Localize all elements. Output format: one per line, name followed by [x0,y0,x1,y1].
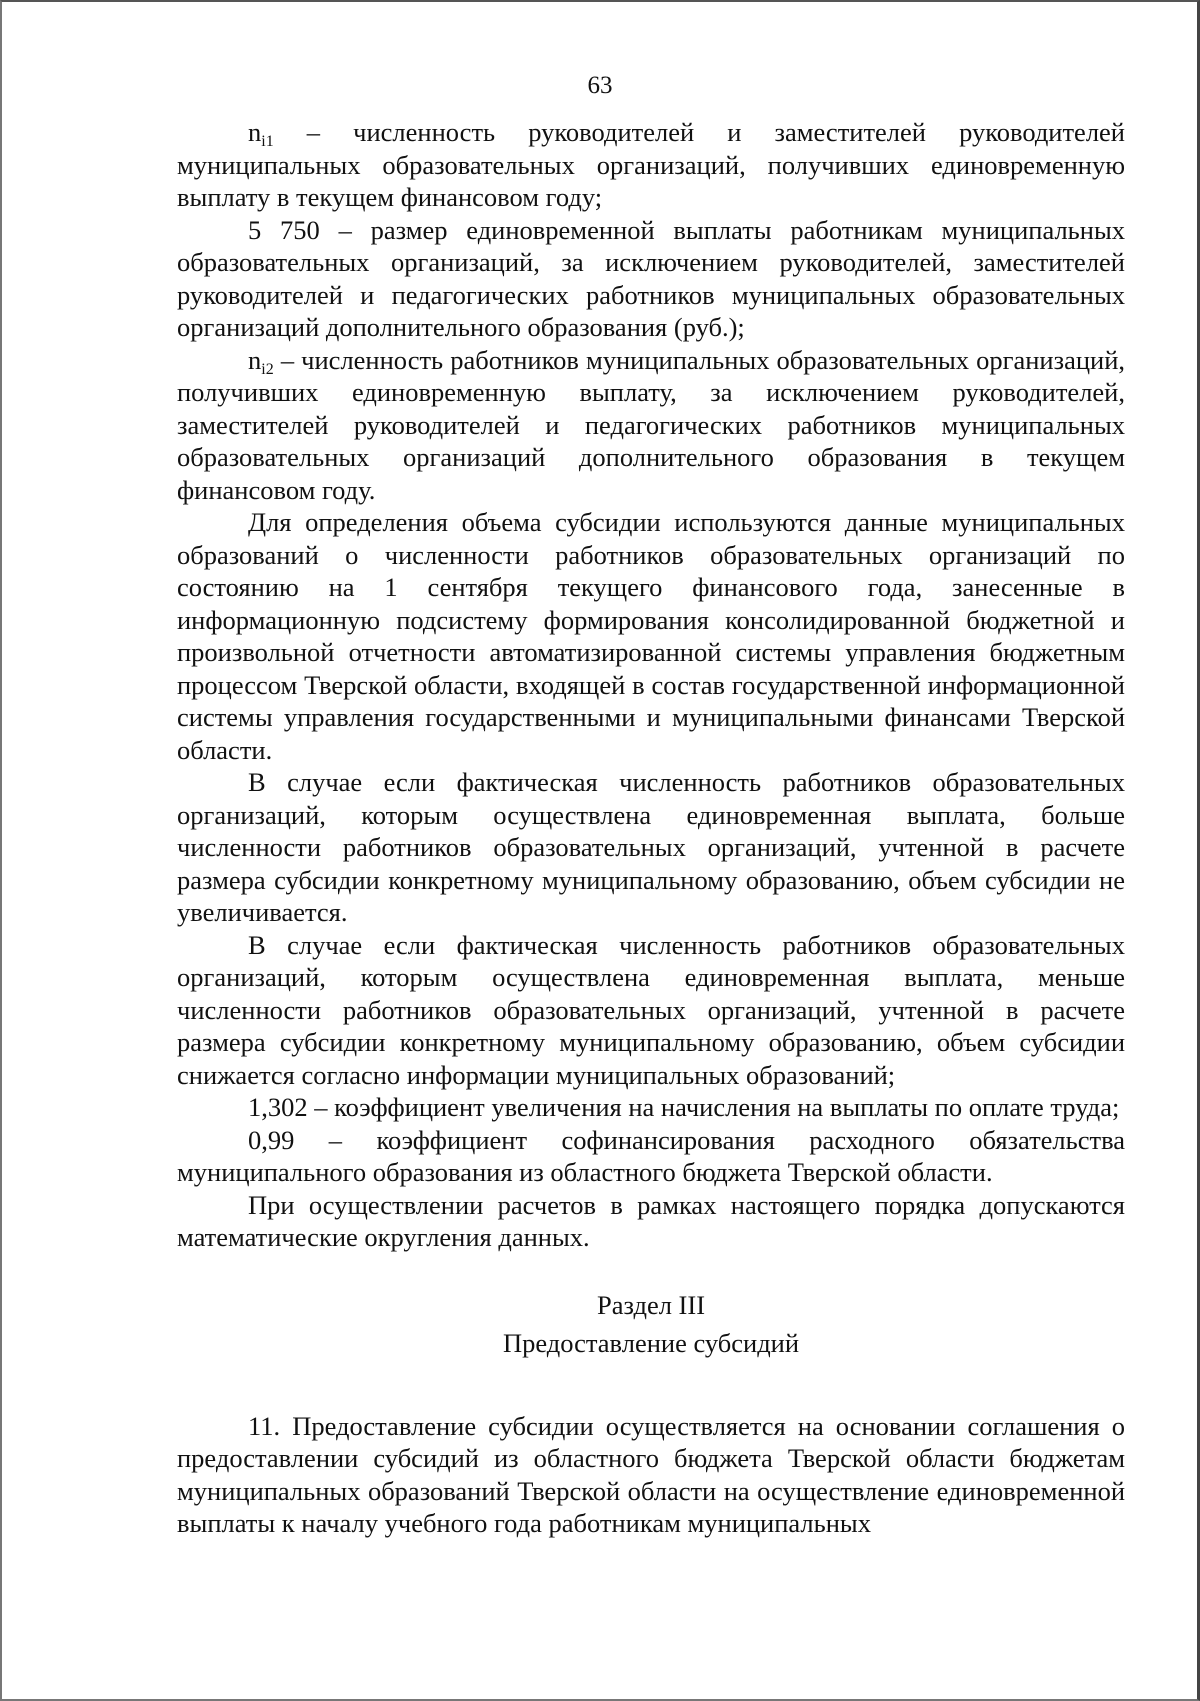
section-label: Раздел III [596,1289,706,1320]
paragraph-rounding: При осуществлении расчетов в рамках настоящего порядка допускаются математические округления данных. [177,1189,1125,1252]
variable-subscript: i1 [261,133,274,150]
section-title: Предоставление субсидий [502,1327,800,1358]
section-heading [177,1286,1125,1362]
paragraph-data-source: Для определения объема субсидии используются данные муниципальных образований о численности работников образовательных организаций по состоянию на 1 сентября текущего финансового года, занесенные в информационную подсистему формирования консолидированной бюджетной и произвольной отчетности автоматизированной системы управления бюджетным процессом Тверской области, входящей в состав государственной информационной системы управления государственными и муниципальными финансами Тверской области. [177,507,1125,765]
paragraph-5750-definition: 5 750 – размер единовременной выплаты работникам муниципальных образовательных организаций, за исключением руководителей, заместителей руководителей и педагогических работников муниципальных образовательных организаций дополнительного образования (руб.); [177,214,1125,342]
paragraph-actual-count-more: В случае если фактическая численность работников образовательных организаций, которым осуществлена единовременная выплата, больше численности работников образовательных организаций, учтенной в расчете размера субсидии конкретному муниципальному образованию, объем субсидии не увеличивается. [177,767,1125,927]
variable-subscript: i2 [261,360,274,378]
paragraph-text: – численность работников муниципальных образовательных организаций, получивших единовременную выплату, за исключением руководителей, заместителей руководителей и педагогических работников муниципальных образовательных организаций дополнительного образования в текущем финансовом году. [177,344,1125,505]
page-number: 63 [587,72,613,99]
paragraph-clause-11: 11. Предоставление субсидии осуществляется на основании соглашения о предоставлении субсидий из областного бюджета Тверской области бюджетам муниципальных образований Тверской области на осуществление единовременной выплаты к началу учебного года работникам муниципальных [177,1410,1125,1538]
paragraph-ni2-definition [177,344,1125,507]
document-body [177,116,1125,1540]
variable-symbol: n [248,344,262,375]
paragraph-coefficient-099: 0,99 – коэффициент софинансирования расходного обязательства муниципального образования из областного бюджета Тверской области. [177,1124,1125,1187]
paragraph-coefficient-1302: 1,302 – коэффициент увеличения на начисления на выплаты по оплате труда; [248,1092,1120,1122]
paragraph-text: – численность руководителей и заместителей руководителей муниципальных образовательных организаций, получивших единовременную выплату в текущем финансовом году; [177,117,1125,212]
paragraph-ni1-definition [177,116,1125,214]
paragraph-actual-count-less: В случае если фактическая численность работников образовательных организаций, которым осуществлена единовременная выплата, меньше численности работников образовательных организаций, учтенной в расчете размера субсидии конкретному муниципальному образованию, объем субсидии снижается согласно информации муниципальных образований; [177,929,1125,1090]
variable-symbol: n [248,117,262,147]
